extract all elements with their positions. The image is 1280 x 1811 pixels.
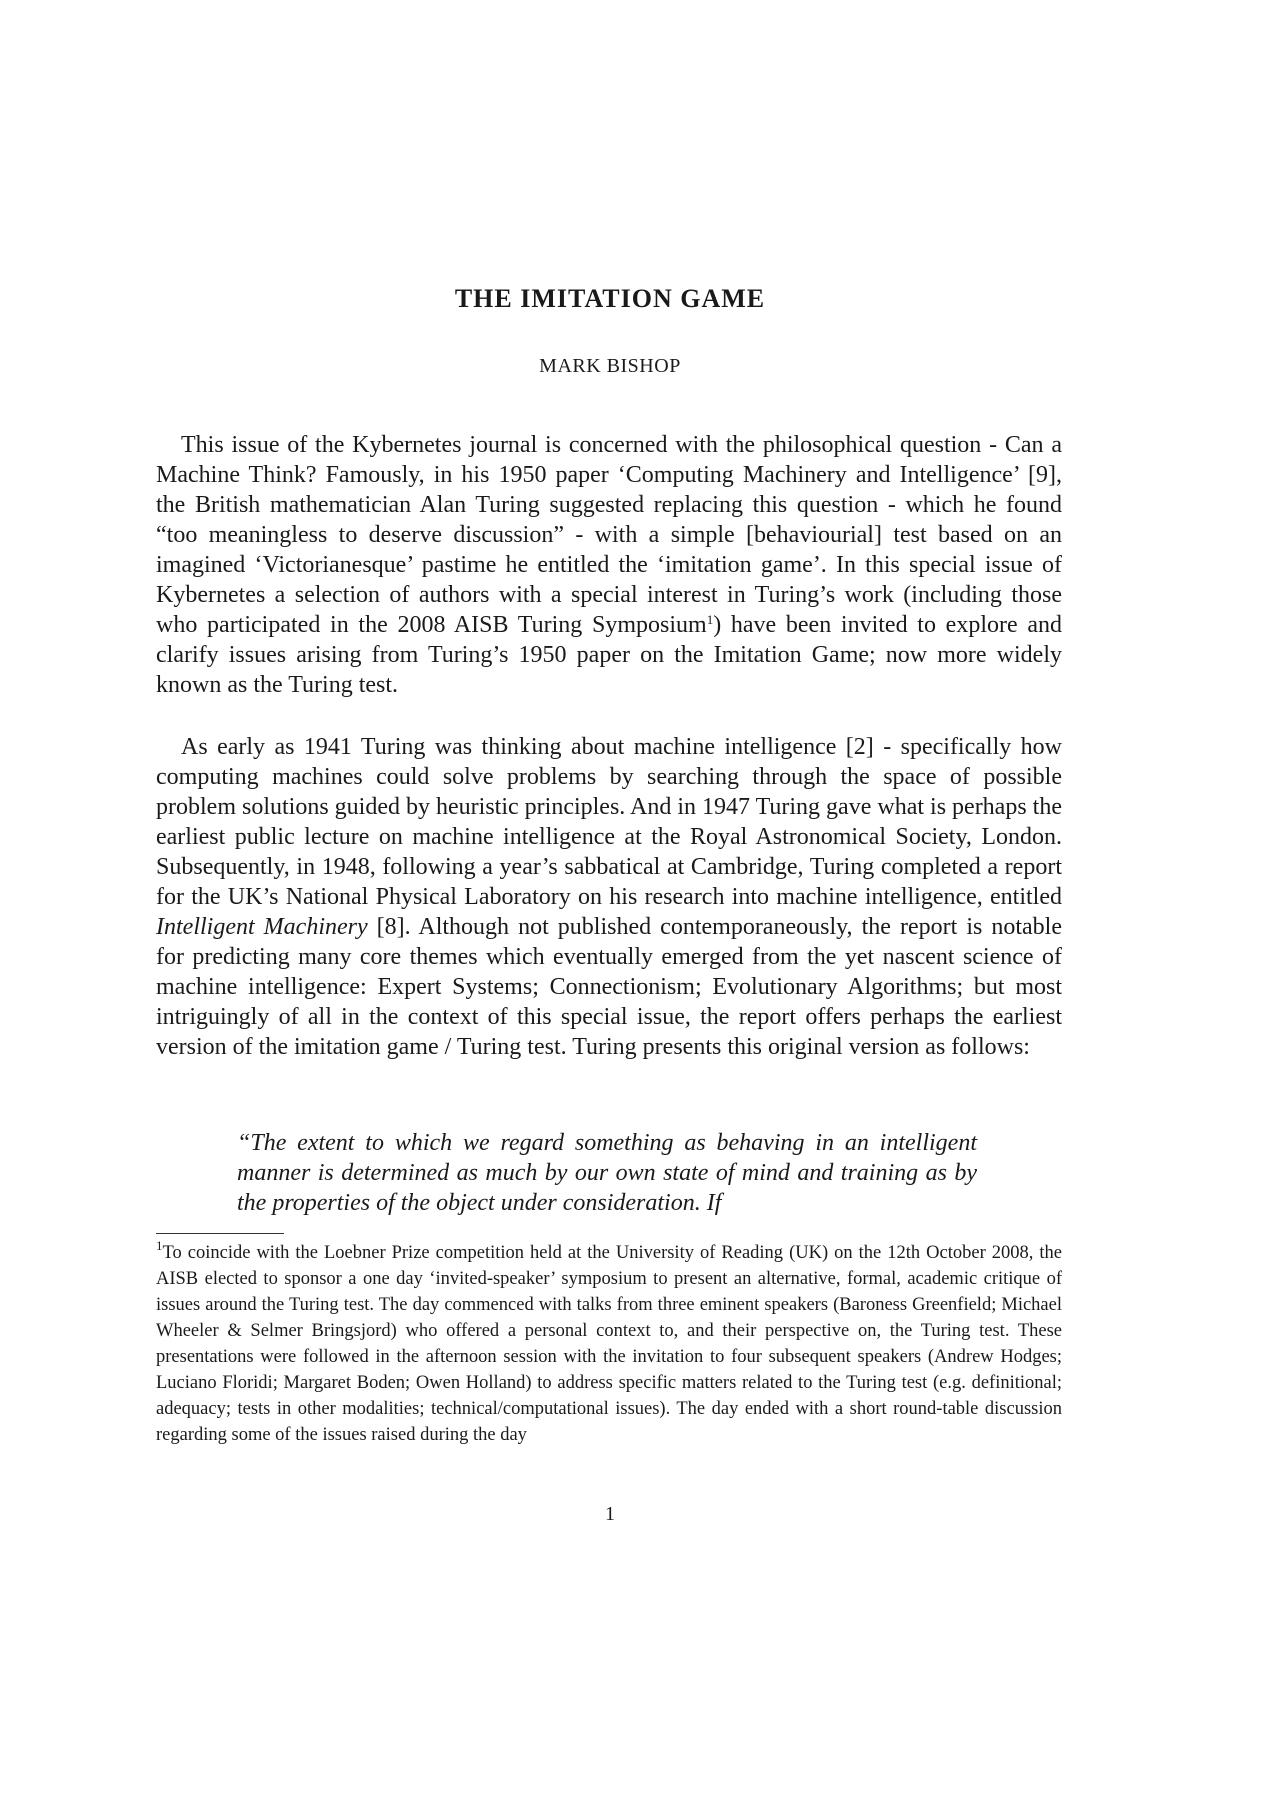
footnote-text: To coincide with the Loebner Prize competition held at the University of Reading (UK) on the 12th October 2008, the AISB elected to sponsor a one day ‘invited-speaker’ symposium to present an alternative, formal, academic critique of issues around the Turing test. The day commenced with talks from three eminent speakers (Baroness Greenfield; Michael Wheeler & Selmer Bringsjord) who offered a personal context to, and their perspective on, the Turing test. These presentations were followed in the afternoon session with the invitation to four subsequent speakers (Andrew Hodges; Luciano Floridi; Margaret Boden; Owen Holland) to address specific matters related to the Turing test (e.g. definitional; adequacy; tests in other modalities; technical/computational issues). The day ended with a short round-table discussion regarding some of the issues raised during the day xyxy=(156,1243,1062,1445)
body-paragraph-1 xyxy=(156,430,1062,700)
paragraph-1-text-a: This issue of the Kybernetes journal is concerned with the philosophical question - Can a Machine Think? Famously, in his 1950 paper ‘Computing Machinery and Intelligence’ [9], the British mathematician Alan Turing suggested replacing this question - which he found “too meaningless to deserve discussion” - with a simple [behaviourial] test based on an imagined ‘Victorianesque’ pastime he entitled the ‘imitation game’. In this special issue of Kybernetes a selection of authors with a special interest in Turing’s work (including those who participated in the 2008 AISB Turing Symposium xyxy=(156,432,1062,638)
body-paragraph-2 xyxy=(156,732,1062,1062)
footnote xyxy=(156,1240,1062,1448)
footnote-reference[interactable]: 1 xyxy=(706,612,714,627)
paper-title: THE IMITATION GAME xyxy=(454,284,766,313)
page-number: 1 xyxy=(605,1503,615,1525)
footnote-marker: 1 xyxy=(156,1238,163,1253)
footnote-divider xyxy=(156,1233,284,1234)
block-quote: “The extent to which we regard something as behaving in an intelligent manner is determined as much by our own state of mind and training as by the properties of the object under consideration. If xyxy=(237,1130,977,1216)
paragraph-2-text-a: As early as 1941 Turing was thinking about machine intelligence [2] - specifically how computing machines could solve problems by searching through the space of possible problem solutions guided by heuristic principles. And in 1947 Turing gave what is perhaps the earliest public lecture on machine intelligence at the Royal Astronomical Society, London. Subsequently, in 1948, following a year’s sabbatical at Cambridge, Turing completed a report for the UK’s National Physical Laboratory on his research into machine intelligence, entitled xyxy=(156,734,1062,910)
paragraph-1-text-b: ) have been invited to explore and clarify issues arising from Turing’s 1950 paper on the Imitation Game; now more widely known as the Turing test. xyxy=(156,612,1063,698)
paragraph-2-italic-title: Intelligent Machinery xyxy=(156,914,368,940)
paper-author: MARK BISHOP xyxy=(539,355,681,377)
paragraph-2-text-b: [8]. Although not published contemporaneously, the report is notable for predicting many core themes which eventually emerged from the yet nascent science of machine intelligence: Expert Systems; Connectionism; Evolutionary Algorithms; but most intriguingly of all in the context of this special issue, the report offers perhaps the earliest version of the imitation game / Turing test. Turing presents this original version as follows: xyxy=(156,914,1063,1060)
